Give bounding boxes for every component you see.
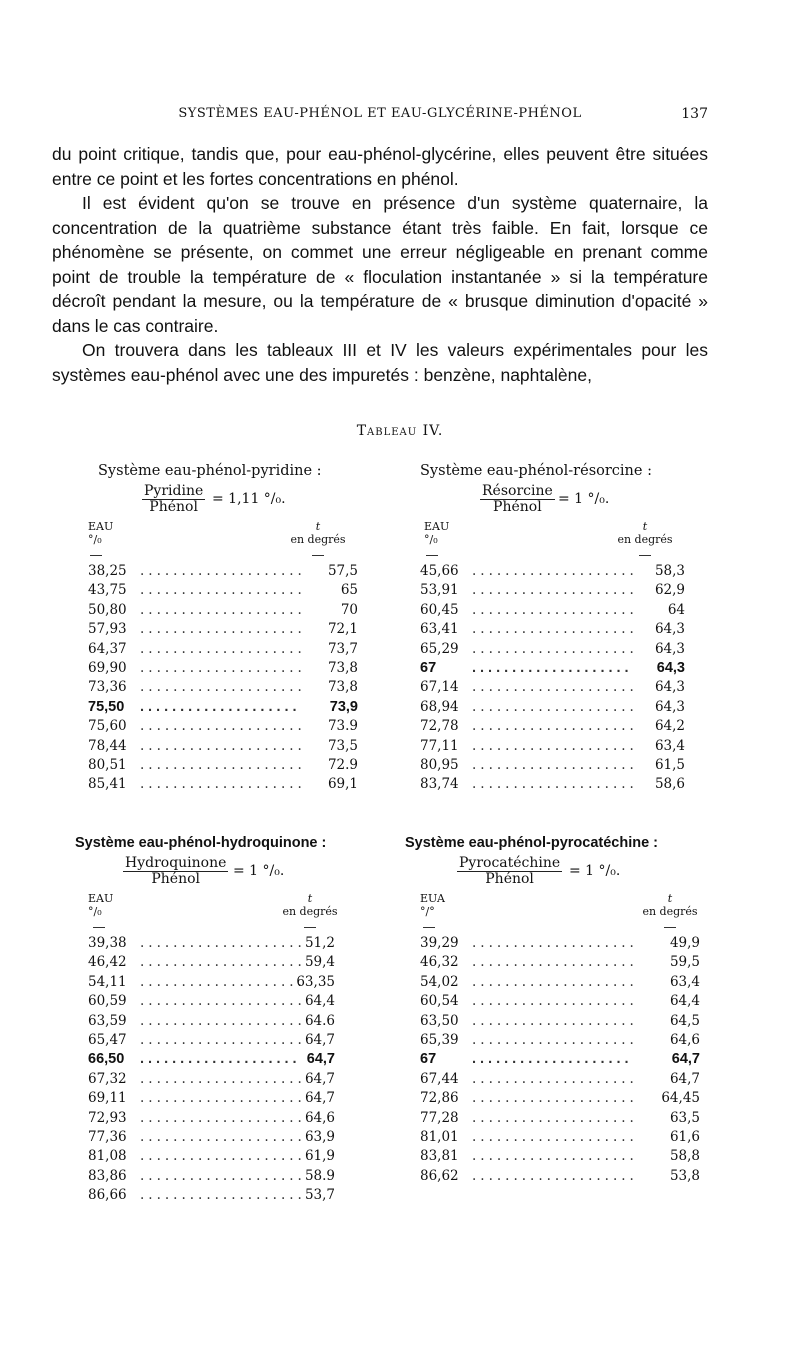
- table-row: [420, 1070, 700, 1089]
- ratio-denominator: Phénol: [142, 499, 205, 515]
- dot-leader: ....................: [140, 698, 301, 715]
- ratio-numerator: Hydroquinone: [125, 855, 227, 871]
- table-row: [88, 775, 358, 794]
- temperature-value: 64,4: [304, 993, 335, 1010]
- table-row: [88, 562, 358, 581]
- temperature-value: 73,8: [327, 659, 358, 676]
- ratio-fraction: [480, 484, 555, 515]
- eau-percent-value: 53,91: [420, 582, 459, 599]
- eau-percent-value: 67: [420, 659, 437, 676]
- table-row: [420, 756, 685, 775]
- eau-percent-value: 72,78: [420, 718, 459, 735]
- temperature-value: 64,3: [654, 640, 685, 657]
- eau-percent-value: 75,50: [88, 698, 125, 715]
- eau-percent-value: 81,01: [420, 1128, 459, 1145]
- ratio-formula: [420, 484, 685, 518]
- eau-percent-value: 46,42: [88, 954, 127, 971]
- temperature-value: 64,7: [304, 1070, 335, 1087]
- table-row: [88, 1070, 335, 1089]
- ratio-value: = 1 °/₀.: [558, 491, 610, 507]
- eau-percent-value: 78,44: [88, 737, 127, 754]
- dot-leader: ....................: [140, 1070, 306, 1087]
- temperature-value: 53,7: [304, 1187, 335, 1204]
- temperature-value: 64,3: [654, 679, 685, 696]
- dot-leader: ....................: [140, 659, 306, 676]
- ratio-numerator: Pyrocatéchine: [459, 855, 561, 871]
- table-row: [88, 1031, 335, 1050]
- ratio-value: = 1 °/₀.: [233, 863, 285, 879]
- temperature-value: 64,3: [654, 621, 685, 638]
- dot-leader: ....................: [140, 1187, 306, 1204]
- temperature-value: 64,7: [304, 1031, 335, 1048]
- eau-percent-value: 60,45: [420, 601, 459, 618]
- dot-leader: ....................: [472, 640, 638, 657]
- temperature-value: 63,4: [669, 973, 700, 990]
- eau-percent-value: 63,41: [420, 621, 459, 638]
- header-rule: [304, 927, 316, 928]
- dot-leader: ....................: [140, 1109, 306, 1126]
- table-row: [420, 1089, 700, 1108]
- table-row: [88, 620, 358, 639]
- temperature-value: 64,7: [306, 1051, 335, 1068]
- data-rows: [420, 562, 685, 795]
- temperature-value: 64,6: [669, 1031, 700, 1048]
- table-row: [420, 620, 685, 639]
- eau-percent-value: 72,93: [88, 1109, 127, 1126]
- eau-percent-value: 85,41: [88, 776, 127, 793]
- temperature-value: 73.9: [327, 718, 358, 735]
- table-row: [88, 953, 335, 972]
- eau-percent-value: 63,59: [88, 1012, 127, 1029]
- table-row: [420, 562, 685, 581]
- table-row: [88, 1167, 335, 1186]
- dot-leader: ....................: [140, 1012, 306, 1029]
- ratio-denominator: Phénol: [123, 871, 228, 887]
- temperature-value: 57,5: [327, 563, 358, 579]
- dot-leader: ....................: [472, 1090, 638, 1107]
- table-row: [88, 717, 358, 736]
- page-number: 137: [681, 106, 708, 122]
- data-rows: [88, 934, 335, 1205]
- ratio-formula: [405, 856, 710, 890]
- dot-leader: ....................: [140, 718, 306, 735]
- temperature-value: 58,6: [654, 776, 685, 793]
- system-table-hydroquinone: [75, 832, 360, 1205]
- eau-percent-value: 80,95: [420, 756, 459, 773]
- header-rule: [639, 555, 651, 556]
- header-rule: [93, 927, 105, 928]
- temperature-value: 58.9: [304, 1167, 335, 1184]
- dot-leader: ....................: [140, 1128, 306, 1145]
- temperature-value: 64: [667, 601, 685, 618]
- system-title: Système eau-phénol-résorcine :: [420, 463, 652, 479]
- dot-leader: ....................: [472, 776, 638, 793]
- table-row: [88, 756, 358, 775]
- table-row: [420, 992, 700, 1011]
- temperature-value: 63,9: [304, 1128, 335, 1145]
- eau-percent-value: 54,02: [420, 973, 459, 990]
- dot-leader: ....................: [472, 621, 638, 638]
- dot-leader: ....................: [140, 756, 306, 773]
- eau-percent-value: 77,28: [420, 1109, 459, 1126]
- eau-percent-value: 54,11: [88, 973, 127, 990]
- temperature-value: 69,1: [327, 776, 358, 793]
- column-headers: [88, 518, 358, 562]
- table-row: [88, 1128, 335, 1147]
- temperature-value: 51,2: [304, 935, 335, 951]
- header-rule: [426, 555, 438, 556]
- dot-leader: ....................: [472, 601, 638, 618]
- table-row: [420, 737, 685, 756]
- ratio-numerator: Pyridine: [144, 483, 204, 499]
- eau-percent-value: 65,47: [88, 1031, 127, 1048]
- eau-percent-value: 80,51: [88, 756, 127, 773]
- dot-leader: ....................: [140, 973, 306, 990]
- eau-percent-value: 72,86: [420, 1090, 459, 1107]
- column-header-t: t en degrés: [617, 520, 673, 546]
- eau-percent-value: 45,66: [420, 563, 459, 579]
- dot-leader: ....................: [472, 1070, 638, 1087]
- table-row: [88, 934, 335, 953]
- temperature-value: 72.9: [327, 756, 358, 773]
- temperature-value: 73,8: [327, 679, 358, 696]
- ratio-value: = 1,11 °/₀.: [212, 491, 286, 507]
- data-rows: [88, 562, 358, 795]
- eau-percent-value: 65,39: [420, 1031, 459, 1048]
- eau-percent-value: 39,38: [88, 935, 127, 951]
- eau-percent-value: 66,50: [88, 1051, 125, 1068]
- dot-leader: ....................: [472, 1148, 638, 1165]
- temperature-value: 61,5: [654, 756, 685, 773]
- table-row: [420, 698, 685, 717]
- eau-percent-value: 86,62: [420, 1167, 459, 1184]
- ratio-fraction: [142, 484, 205, 515]
- ratio-denominator: Phénol: [480, 499, 555, 515]
- system-title: Système eau-phénol-pyrocatéchine :: [405, 835, 659, 851]
- eau-percent-value: 73,36: [88, 679, 127, 696]
- temperature-value: 53,8: [669, 1167, 700, 1184]
- dot-leader: ....................: [472, 756, 638, 773]
- temperature-value: 61,6: [669, 1128, 700, 1145]
- system-table-pyrocatechine: [405, 832, 710, 1186]
- paragraph: Il est évident qu'on se trouve en présence d'un système quaternaire, la concentration de la quatrième substance étant très faible. En fait, lorsque ce phénomène se présente, on commet une erreur négligeable en prenant comme point de trouble la température de « floculation instantanée » si la température décroît pendant la mesure, ou la température de « brusque diminution d'opacité » dans le cas contraire.: [52, 193, 708, 336]
- table-row: [88, 601, 358, 620]
- table-row: [420, 1147, 700, 1166]
- ratio-fraction: [123, 856, 228, 887]
- ratio-formula: [88, 484, 358, 518]
- dot-leader: ....................: [140, 1148, 306, 1165]
- dot-leader: ....................: [472, 1012, 638, 1029]
- table-row: [420, 581, 685, 600]
- dot-leader: ....................: [140, 640, 306, 657]
- temperature-value: 58,3: [654, 563, 685, 579]
- temperature-value: 64,2: [654, 718, 685, 735]
- dot-leader: ....................: [140, 776, 306, 793]
- table-row: [88, 640, 358, 659]
- running-header: [52, 106, 708, 128]
- dot-leader: ....................: [472, 679, 638, 696]
- dot-leader: ....................: [140, 1167, 306, 1184]
- dot-leader: ....................: [140, 601, 306, 618]
- column-header-t: t en degrés: [290, 520, 346, 546]
- table-row: [88, 973, 335, 992]
- table-row: [88, 1186, 335, 1205]
- table-row: [88, 678, 358, 697]
- temperature-value: 73,5: [327, 737, 358, 754]
- temperature-value: 64,6: [304, 1109, 335, 1126]
- eau-percent-value: 67,14: [420, 679, 459, 696]
- table-row: [420, 1050, 700, 1069]
- eau-percent-value: 43,75: [88, 582, 127, 599]
- dot-leader: ....................: [472, 1051, 633, 1068]
- temperature-value: 73,9: [329, 698, 358, 715]
- dot-leader: ....................: [140, 1090, 306, 1107]
- table-row: [420, 678, 685, 697]
- eau-percent-value: 65,29: [420, 640, 459, 657]
- eau-percent-value: 83,74: [420, 776, 459, 793]
- column-headers: [405, 890, 710, 934]
- table-row: [420, 659, 685, 678]
- header-rule: [90, 555, 102, 556]
- eau-percent-value: 38,25: [88, 563, 127, 579]
- dot-leader: ....................: [472, 582, 638, 599]
- system-title: Système eau-phénol-pyridine :: [98, 463, 322, 479]
- table-row: [420, 1012, 700, 1031]
- eau-percent-value: 69,90: [88, 659, 127, 676]
- temperature-value: 64,7: [669, 1070, 700, 1087]
- table-row: [420, 1031, 700, 1050]
- dot-leader: ....................: [472, 935, 638, 951]
- table-row: [88, 698, 358, 717]
- body-text: [52, 142, 708, 387]
- eau-percent-value: 63,50: [420, 1012, 459, 1029]
- table-row: [420, 601, 685, 620]
- column-header-t: t en degrés: [642, 892, 698, 918]
- table-row: [88, 1050, 335, 1069]
- eau-percent-value: 60,59: [88, 993, 127, 1010]
- header-rule: [423, 927, 435, 928]
- header-rule: [664, 927, 676, 928]
- dot-leader: ....................: [472, 1128, 638, 1145]
- dot-leader: ....................: [140, 737, 306, 754]
- temperature-value: 59,4: [304, 954, 335, 971]
- dot-leader: ....................: [472, 1031, 638, 1048]
- dot-leader: ....................: [472, 698, 638, 715]
- eau-percent-value: 75,60: [88, 718, 127, 735]
- system-table-resorcine: [420, 460, 685, 795]
- paragraph: du point critique, tandis que, pour eau-phénol-glycérine, elles peuvent être situées entre ce point et les fortes concentrations en phénol.: [52, 144, 708, 189]
- temperature-value: 64,3: [656, 659, 685, 676]
- dot-leader: ....................: [472, 659, 633, 676]
- eau-percent-value: 83,81: [420, 1148, 459, 1165]
- table-row: [88, 1109, 335, 1128]
- dot-leader: ....................: [472, 954, 638, 971]
- temperature-value: 64.6: [304, 1012, 335, 1029]
- dot-leader: ....................: [472, 1109, 638, 1126]
- column-headers: [420, 518, 685, 562]
- eau-percent-value: 68,94: [420, 698, 459, 715]
- header-rule: [312, 555, 324, 556]
- dot-leader: ....................: [472, 973, 638, 990]
- table-row: [420, 717, 685, 736]
- temperature-value: 61,9: [304, 1148, 335, 1165]
- column-headers: [75, 890, 360, 934]
- table-row: [88, 992, 335, 1011]
- system-title: Système eau-phénol-hydroquinone :: [75, 835, 327, 851]
- table-row: [88, 1012, 335, 1031]
- temperature-value: 65: [340, 582, 358, 599]
- dot-leader: ....................: [472, 563, 638, 579]
- dot-leader: ....................: [140, 679, 306, 696]
- column-header-eau: EAU °/₀: [88, 520, 114, 546]
- column-header-eau: EAU °/₀: [88, 892, 114, 918]
- temperature-value: 62,9: [654, 582, 685, 599]
- eau-percent-value: 69,11: [88, 1090, 127, 1107]
- ratio-formula: [75, 856, 360, 890]
- dot-leader: ....................: [472, 1167, 638, 1184]
- eau-percent-value: 86,66: [88, 1187, 127, 1204]
- eau-percent-value: 67: [420, 1051, 437, 1068]
- column-header-eau: EAU °/₀: [424, 520, 450, 546]
- ratio-denominator: Phénol: [457, 871, 562, 887]
- ratio-fraction: [457, 856, 562, 887]
- temperature-value: 58,8: [669, 1148, 700, 1165]
- table-row: [88, 659, 358, 678]
- temperature-value: 70: [340, 601, 358, 618]
- temperature-value: 59,5: [669, 954, 700, 971]
- data-rows: [420, 934, 700, 1186]
- temperature-value: 64,4: [669, 993, 700, 1010]
- paragraph: On trouvera dans les tableaux III et IV les valeurs expérimentales pour les systèmes eau-phénol avec une des impuretés : benzène, naphtalène,: [52, 340, 708, 385]
- temperature-value: 63,35: [296, 973, 335, 990]
- eau-percent-value: 77,11: [420, 737, 459, 754]
- temperature-value: 64,3: [654, 698, 685, 715]
- eau-percent-value: 77,36: [88, 1128, 127, 1145]
- ratio-numerator: Résorcine: [482, 483, 553, 499]
- dot-leader: ....................: [140, 582, 306, 599]
- eau-percent-value: 46,32: [420, 954, 459, 971]
- table-row: [420, 934, 700, 953]
- temperature-value: 63,4: [654, 737, 685, 754]
- table-row: [88, 581, 358, 600]
- dot-leader: ....................: [140, 935, 306, 951]
- system-table-pyridine: [88, 460, 358, 795]
- temperature-value: 63,5: [669, 1109, 700, 1126]
- dot-leader: ....................: [472, 993, 638, 1010]
- dot-leader: ....................: [140, 1031, 306, 1048]
- dot-leader: ....................: [140, 993, 306, 1010]
- table-row: [420, 1167, 700, 1186]
- temperature-value: 64,5: [669, 1012, 700, 1029]
- eau-percent-value: 39,29: [420, 935, 459, 951]
- eau-percent-value: 60,54: [420, 993, 459, 1010]
- temperature-value: 64,45: [661, 1090, 700, 1107]
- dot-leader: ....................: [140, 954, 306, 971]
- column-header-eau: EUA °/°: [420, 892, 445, 918]
- temperature-value: 72,1: [327, 621, 358, 638]
- eau-percent-value: 50,80: [88, 601, 127, 618]
- dot-leader: ....................: [472, 718, 638, 735]
- eau-percent-value: 67,44: [420, 1070, 459, 1087]
- eau-percent-value: 64,37: [88, 640, 127, 657]
- ratio-value: = 1 °/₀.: [569, 863, 621, 879]
- temperature-value: 73,7: [327, 640, 358, 657]
- eau-percent-value: 83,86: [88, 1167, 127, 1184]
- table-row: [420, 973, 700, 992]
- column-header-t: t en degrés: [282, 892, 338, 918]
- dot-leader: ....................: [472, 737, 638, 754]
- running-title: SYSTÈMES EAU-PHÉNOL ET EAU-GLYCÉRINE-PHÉNOL: [178, 106, 582, 121]
- temperature-value: 64,7: [304, 1090, 335, 1107]
- table-row: [88, 1089, 335, 1108]
- eau-percent-value: 67,32: [88, 1070, 127, 1087]
- table-row: [420, 640, 685, 659]
- table-row: [88, 1147, 335, 1166]
- table-row: [420, 1109, 700, 1128]
- dot-leader: ....................: [140, 621, 306, 638]
- table-caption: Tableau IV.: [356, 423, 444, 439]
- dot-leader: ....................: [140, 563, 306, 579]
- dot-leader: ....................: [140, 1051, 301, 1068]
- eau-percent-value: 81,08: [88, 1148, 127, 1165]
- table-row: [420, 775, 685, 794]
- table-row: [420, 1128, 700, 1147]
- table-row: [88, 737, 358, 756]
- table-row: [420, 953, 700, 972]
- temperature-value: 49,9: [669, 935, 700, 951]
- eau-percent-value: 57,93: [88, 621, 127, 638]
- temperature-value: 64,7: [671, 1051, 700, 1068]
